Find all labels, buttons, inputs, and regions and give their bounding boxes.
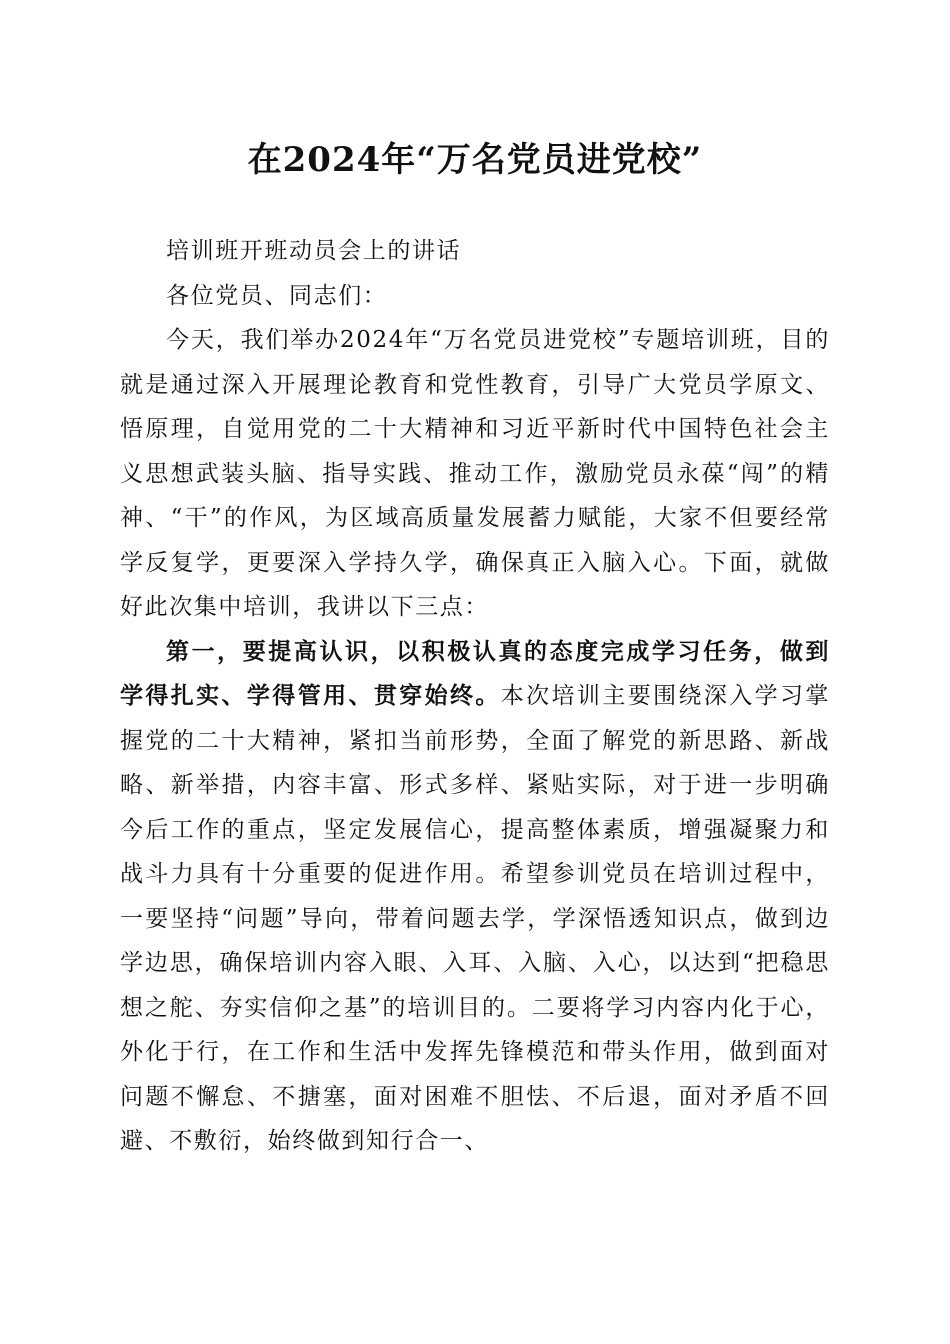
speech-subtitle: 培训班开班动员会上的讲话: [166, 238, 462, 264]
point-one-heading: 第一，要提高认识，以积极认真的态度完成学习任务，做到学得扎实、学得管用、贯穿始终。: [120, 637, 830, 709]
document-title: 在2024年“万名党员进党校”: [247, 140, 703, 180]
salutation: 各位党员、同志们：: [166, 282, 388, 309]
document-body: [120, 229, 830, 1164]
paragraph-intro: 今天，我们举办2024年“万名党员进党校”专题培训班，目的就是通过深入开展理论教育和党性教育，引导广大党员学原文、悟原理，自觉用党的二十大精神和习近平新时代中国特色社会主义思想武装头脑、指导实践、推动工作，激励党员永葆“闯”的精神、“干”的作风，为区域高质量发展蓄力赋能，大家不但要经常学反复学，更要深入学持久学，确保真正入脑入心。下面，就做好此次集中培训，我讲以下三点：: [120, 327, 830, 620]
paragraph-point-one: [120, 630, 830, 1164]
point-one-body: 本次培训主要围绕深入学习掌握党的二十大精神，紧扣当前形势，全面了解党的新思路、新战略、新举措，内容丰富、形式多样、紧贴实际，对于进一步明确今后工作的重点，坚定发展信心，提高整体素质，增强凝聚力和战斗力具有十分重要的促进作用。希望参训党员在培训过程中，一要坚持“问题”导向，带着问题去学，学深悟透知识点，做到边学边思，确保培训内容入眼、入耳、入脑、入心，以达到“把稳思想之舵、夯实信仰之基”的培训目的。二要将学习内容内化于心，外化于行，在工作和生活中发挥先锋模范和带头作用，做到面对问题不懈怠、不搪塞，面对困难不胆怯、不后退，面对矛盾不回避、不敷衍，始终做到知行合一、: [120, 683, 830, 1154]
